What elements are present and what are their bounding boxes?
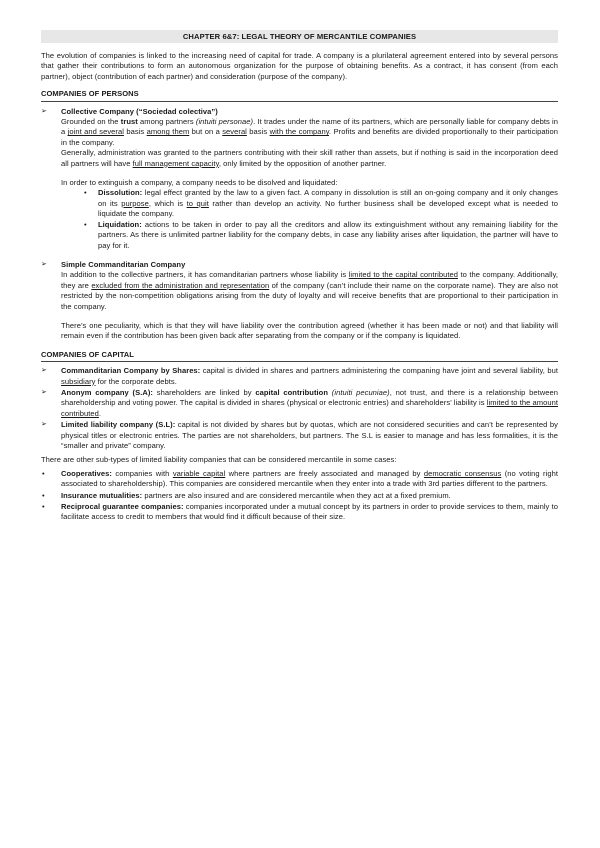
collective-company-item (41, 107, 558, 251)
arrow-bullet-icon: ➢ (41, 367, 47, 375)
list-item-limited: ➢ Limited liability company (S.L): capital is not divided by shares but by quotas, which are not considered securities and can’t be represented by physical titles or electronic entries. The parties are not shareholders, but partners. The S.L is easier to manage and has less formalities, it is the “smaller and private” company. (41, 420, 558, 450)
simple-commanditarian-item (41, 260, 558, 342)
arrow-bullet-icon: ➢ (41, 260, 47, 268)
bullet-icon: • (84, 188, 87, 198)
list-item-cooperatives: • Cooperatives: companies with variable capital where partners are freely associated and managed by democratic consensus (no voting right associated to shareholdership). This companies are considered mercantile when they enter into a trade with 3rd parties different to the partners. (42, 468, 558, 489)
bullet-icon: • (84, 219, 87, 229)
list-item-shares: ➢ Commanditarian Company by Shares: capital is divided in shares and partners administering the companing have joint and several liability, but subsidiary for the corporate debts. (41, 366, 558, 386)
list-item-reciprocal: • Reciprocal guarantee companies: companies incorporated under a mutual concept by its partners in order to provide services to them, mainly to facilitate access to credit to members that would find it difficult because of their size. (42, 502, 558, 522)
list-item-anonym: ➢ Anonym company (S.A): shareholders are linked by capital contribution (intuiti pecuniae), not trust, and there is a relationship between shareholdership and voting power. The capital is divided in shares (physical or electronic entries) and shareholders’ liability is limited to the amount contributed. (41, 387, 559, 418)
collective-company-paragraph-2: Generally, administration was granted to the partners contributing with their skill rather than assets, but if nothing is said in the incorporation deed all partners will have full management capacity, only limited by the opposition of another partner. (61, 148, 558, 168)
collective-company-title: Collective Company (“Sociedad colectiva”) (61, 106, 218, 116)
simple-commanditarian-title: Simple Commanditarian Company (61, 259, 186, 269)
collective-company-paragraph-1: Grounded on the trust among partners (intuiti personae). It trades under the name of its partners, which are personally liable for company debts in a joint and several basis among them but on a several basis with the company. Profits and benefits are divided proportionally to their participation in the company. (61, 117, 558, 147)
simple-commanditarian-paragraph-1: In addition to the collective partners, it has comanditarian partners whose liability is limited to the capital contributed to the company. Additionally, they are excluded from the administration and representation of the company (can’t include their name on the corporate name). They are also not restricted by the non-competition obligations arising from the duty of loyalty and will receive benefits that are proportional to their participation in the company. (61, 270, 558, 311)
simple-commanditarian-paragraph-2: There’s one peculiarity, which is that they will have liability over the contribution agreed (whether it has been made or not) and that liability will remain even if the contribution has been given back after separating from the company or if the company is liquidated. (61, 320, 558, 341)
bullet-icon: • (42, 490, 45, 500)
bullet-icon: • (42, 502, 45, 512)
other-subtypes-paragraph: There are other sub-types of limited liability companies that can be considered mercantile in some cases: (41, 455, 397, 465)
extinguish-list (61, 188, 558, 250)
arrow-bullet-icon: ➢ (41, 421, 47, 429)
list-item-dissolution: • Dissolution: legal effect granted by the law to a given fact. A company in dissolution is still an on-going company and it only changes on its purpose, which is to quit rather than develop an activity. No further business shall be developed except what is needed to liquidate the company. (84, 188, 558, 219)
list-item-liquidation: • Liquidation: actions to be taken in order to pay all the creditors and allow its extinguishment without any remaining liability for the partners. As there is unlimited partner liability for the company debts, in case any liability arises after liquidation, the partner will have to pay for it. (84, 219, 558, 250)
extinguish-paragraph: In order to extinguish a company, a company needs to be disolved and liquidated: (61, 178, 338, 188)
arrow-bullet-icon: ➢ (41, 388, 47, 396)
section-heading-capital: COMPANIES OF CAPITAL (41, 350, 558, 362)
bullet-icon: • (42, 468, 45, 478)
page-title: CHAPTER 6&7: LEGAL THEORY OF MERCANTILE COMPANIES (41, 30, 558, 43)
list-item-insurance: • Insurance mutualities: partners are also insured and are considered mercantile when they act at a fixed premium. (42, 490, 451, 500)
intro-paragraph: The evolution of companies is linked to the increasing need of capital for trade. A company is a plurilateral agreement entered into by several persons that gather their contributions to form an autonomous organization for the purpose of obtaining benefits. As a contract, it has consent (from each partner), object (contribution of each partner) and consideration (purpose of the company). (41, 51, 558, 81)
document-page (41, 30, 558, 523)
subtypes-list (41, 469, 558, 523)
section-heading-persons: COMPANIES OF PERSONS (41, 89, 558, 101)
arrow-bullet-icon: ➢ (41, 107, 47, 115)
capital-list (41, 366, 558, 451)
